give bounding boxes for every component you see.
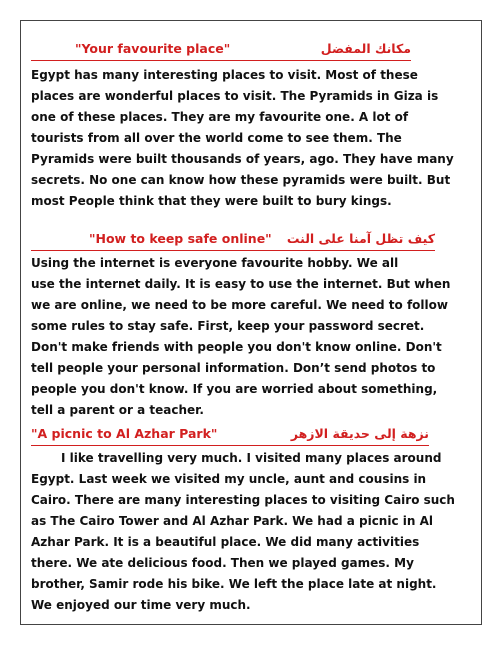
text-line: Egypt has many interesting places to visit. Most of these (31, 68, 418, 82)
text-line: we are online, we need to be more careful. We need to follow (31, 298, 448, 312)
section-title-english: "A picnic to Al Azhar Park" (31, 426, 218, 441)
text-line: people you don't know. If you are worried about something, (31, 382, 438, 396)
text-line: places are wonderful places to visit. The Pyramids in Giza is (31, 89, 439, 103)
text-line: brother, Samir rode his bike. We left the place late at night. (31, 577, 437, 591)
text-line: Using the internet is everyone favourite hobby. We all (31, 256, 399, 270)
text-line: tell people your personal information. Don’t send photos to (31, 361, 436, 375)
text-line: I like travelling very much. I visited many places around (61, 451, 442, 465)
text-line: there. We ate delicious food. Then we played games. My (31, 556, 414, 570)
section-title-arabic: مكانك المفضل (320, 41, 411, 56)
section-paragraph (31, 65, 471, 212)
text-line: Pyramids were built thousands of years, ago. They have many (31, 152, 454, 166)
section-title-arabic: كيف تظل آمنا على النت (286, 231, 435, 246)
section-paragraph (31, 253, 471, 421)
text-line: some rules to stay safe. First, keep your password secret. (31, 319, 425, 333)
section-favourite-place (31, 40, 471, 212)
section-title-english: "How to keep safe online" (89, 231, 272, 246)
section-title-arabic: نزهة إلى حديقة الازهر (290, 426, 429, 441)
text-line: Cairo. There are many interesting places to visiting Cairo such (31, 493, 455, 507)
text-line: use the internet daily. It is easy to use the internet. But when (31, 277, 451, 291)
text-line: tourists from all over the world come to see them. The (31, 131, 402, 145)
text-line: Don't make friends with people you don't know online. Don't (31, 340, 442, 354)
text-line: tell a parent or a teacher. (31, 403, 204, 417)
section-paragraph (31, 448, 471, 616)
section-title-english: "Your favourite place" (75, 41, 231, 56)
heading-row (31, 230, 435, 251)
text-line: most People think that they were built to bury kings. (31, 194, 392, 208)
section-safe-online (31, 230, 471, 421)
heading-row (31, 425, 429, 446)
text-line: as The Cairo Tower and Al Azhar Park. We had a picnic in Al (31, 514, 433, 528)
text-line: Egypt. Last week we visited my uncle, aunt and cousins in (31, 472, 427, 486)
heading-row (31, 40, 411, 61)
section-picnic (31, 425, 471, 616)
text-line: We enjoyed our time very much. (31, 598, 251, 612)
text-line: secrets. No one can know how these pyramids were built. But (31, 173, 451, 187)
text-line: one of these places. They are my favourite one. A lot of (31, 110, 409, 124)
text-line: Azhar Park. It is a beautiful place. We did many activities (31, 535, 420, 549)
